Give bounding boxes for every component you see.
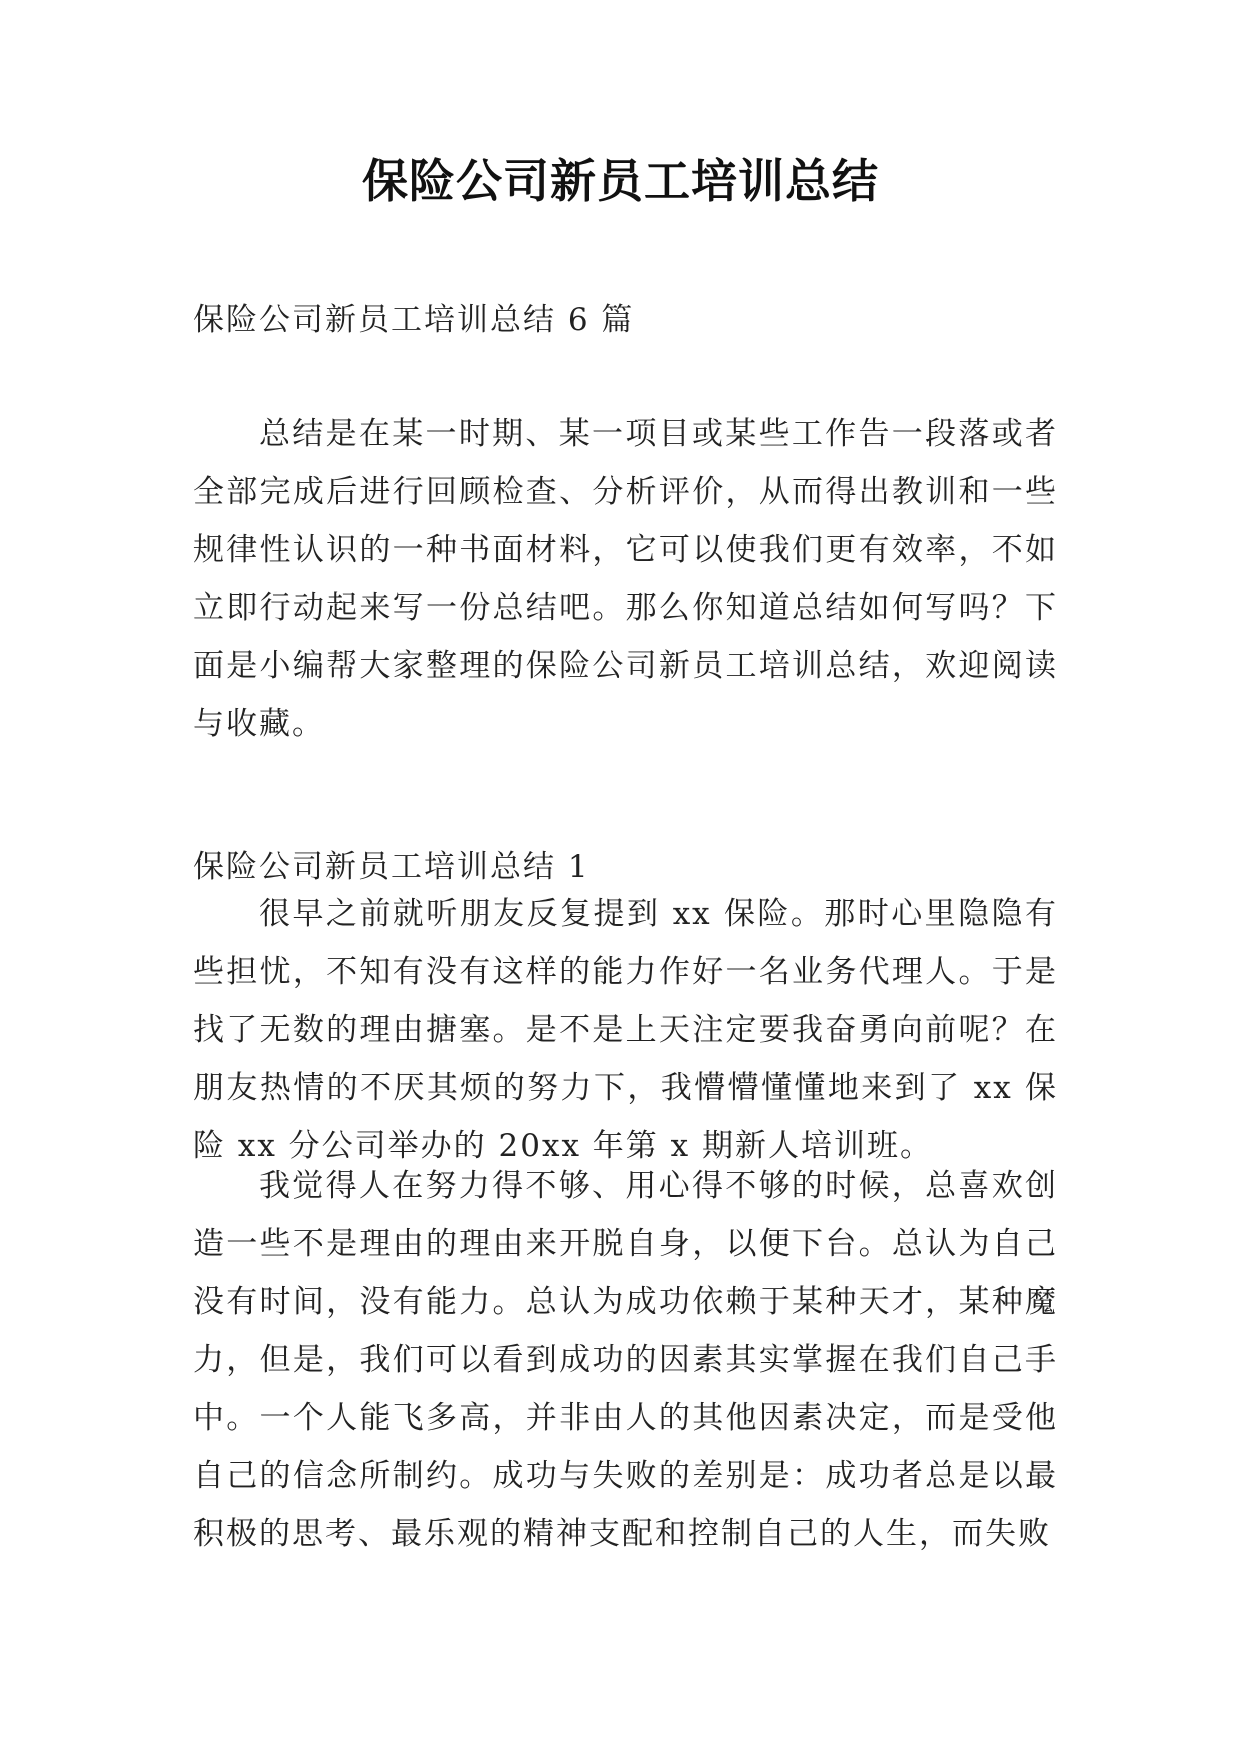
section-paragraph: 很早之前就听朋友反复提到 xx 保险。那时心里隐隐有些担忧，不知有没有这样的能力作好一名业务代理人。于是找了无数的理由搪塞。是不是上天注定要我奋勇向前呢？在朋友热情的不厌其烦的努力下，我懵懵懂懂地来到了 xx 保险 xx 分公司举办的 20xx 年第 x 期新人培训班。 <box>193 896 1058 1164</box>
section-paragraph: 我觉得人在努力得不够、用心得不够的时候，总喜欢创造一些不是理由的理由来开脱自身，以便下台。总认为自己没有时间，没有能力。总认为成功依赖于某种天才，某种魔力，但是，我们可以看到成功的因素其实掌握在我们自己手中。一个人能飞多高，并非由人的其他因素决定，而是受他自己的信念所制约。成功与失败的差别是：成功者总是以最积极的思考、最乐观的精神支配和控制自己的人生，而失败 <box>193 1168 1058 1552</box>
intro-paragraph: 总结是在某一时期、某一项目或某些工作告一段落或者全部完成后进行回顾检查、分析评价，从而得出教训和一些规律性认识的一种书面材料，它可以使我们更有效率，不如立即行动起来写一份总结吧。那么你知道总结如何写吗？下面是小编帮大家整理的保险公司新员工培训总结，欢迎阅读与收藏。 <box>193 416 1058 742</box>
document-title: 保险公司新员工培训总结 <box>362 154 879 208</box>
document-subtitle: 保险公司新员工培训总结 6 篇 <box>193 302 635 338</box>
section-heading: 保险公司新员工培训总结 1 <box>193 849 590 885</box>
